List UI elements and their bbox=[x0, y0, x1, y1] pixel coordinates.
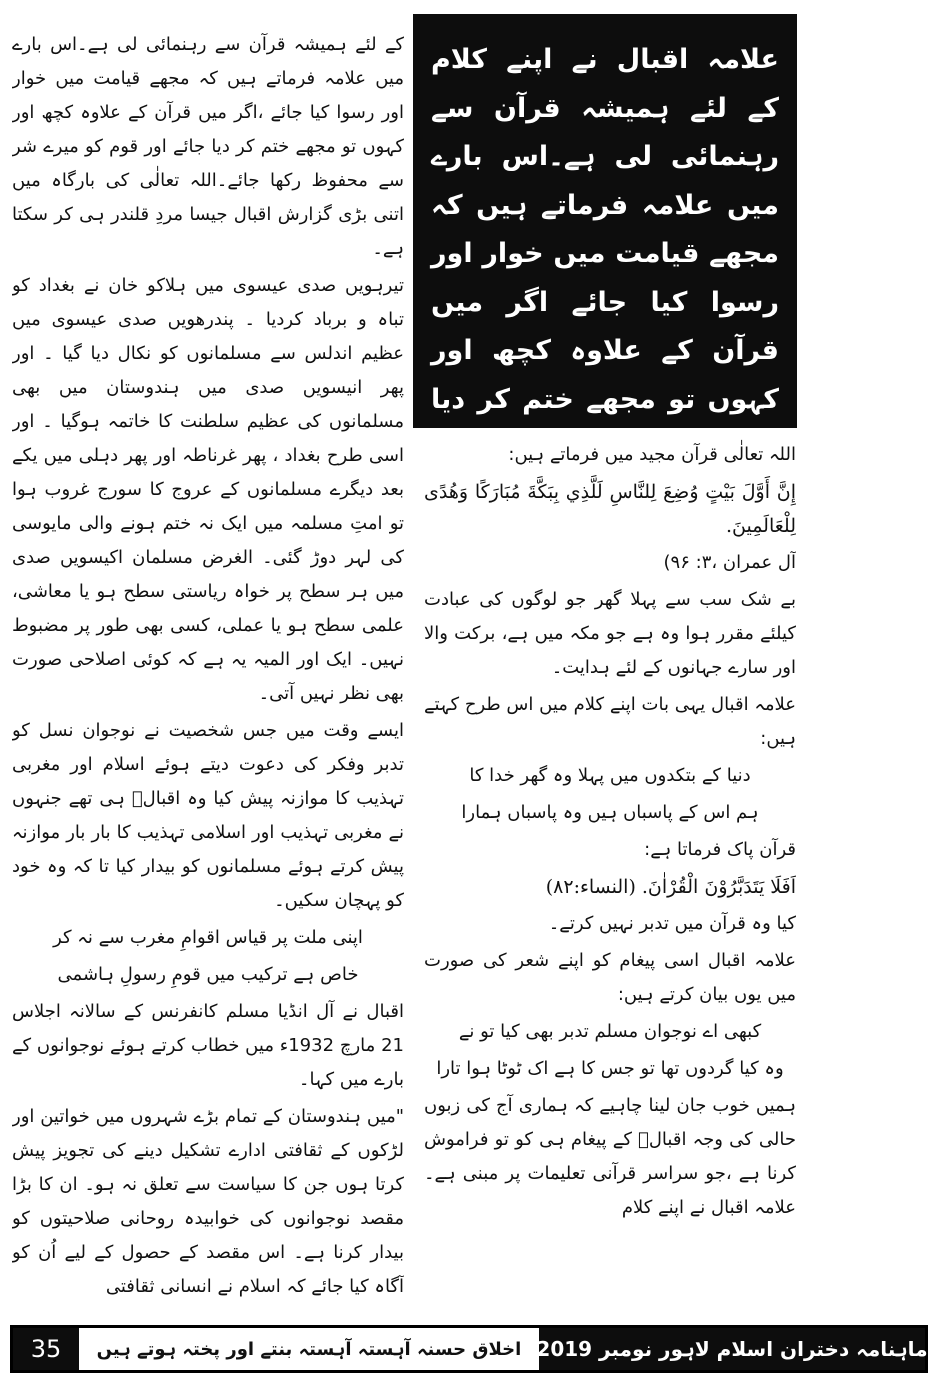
left-column bbox=[12, 28, 404, 1298]
pull-quote-box bbox=[413, 14, 797, 428]
verse-intro: اللہ تعالٰی قرآن مجید میں فرماتے ہیں: bbox=[508, 444, 796, 465]
couplet-line: خاص ہے ترکیب میں قومِ رسولِ ہاشمی bbox=[57, 964, 359, 985]
footer-title: اخلاق حسنہ آہستہ آہستہ بنتے اور پختہ ہوتے ہیں bbox=[96, 1338, 522, 1360]
quran-says: قرآن پاک فرماتا ہے: bbox=[644, 839, 796, 860]
closing-paragraph: ہمیں خوب جان لینا چاہیے کہ ہماری آج کی زبوں حالی کی وجہ اقبالؒ کے پیغام ہی کو تو فراموش کرنا ہے ،جو سراسر قرآنی تعلیمات پر مبنی ہے۔ علامہ اقبال نے اپنے کلام bbox=[424, 1095, 796, 1218]
paragraph: تیرہویں صدی عیسوی میں ہلاکو خان نے بغداد کو تباہ و برباد کردیا ۔ پندرھویں صدی عیسوی میں عظیم اندلس سے مسلمانوں کو نکال دیا گیا ۔ اور پھر انیسویں صدی میں ہندوستان میں بھی مسلمانوں کی عظیم سلطنت کا خاتمہ ہوگیا ۔ اور اسی طرح بغداد ، پھر غرناطہ اور پھر دہلی میں یکے بعد دیگرے مسلمانوں کے عروج کا سورج غروب ہوا تو امتِ مسلمہ میں ایک نہ ختم ہونے والی مایوسی کی لہر دوڑ گئی۔ الغرض مسلمان اکیسویں صدی میں ہر سطح پر خواہ ریاستی سطح ہو یا معاشی، علمی سطح ہو یا عملی، کسی بھی طور پر مضبوط نہیں۔ ایک اور المیہ یہ ہے کہ کوئی اصلاحی صورت بھی نظر نہیں آتی۔ bbox=[12, 275, 404, 704]
quran-verse-2: اَفَلَا یَتَدَبَّرُوْنَ الْقُرْاٰنَ. (النساء:۸۲) bbox=[545, 876, 796, 898]
verse-reference: آل عمران ،۳: ۹۶) bbox=[663, 552, 796, 573]
couplet-line: وہ کیا گردوں تھا تو جس کا ہے اک ٹوٹا ہوا تارا bbox=[436, 1058, 784, 1079]
iqbal-intro: علامہ اقبال یہی بات اپنے کلام میں اس طرح کہتے ہیں: bbox=[424, 694, 796, 749]
iqbal-intro-2: علامہ اقبال اسی پیغام کو اپنے شعر کی صورت میں یوں بیان کرتے ہیں: bbox=[424, 950, 796, 1005]
couplet-line: اپنی ملت پر قیاس اقوامِ مغرب سے نہ کر bbox=[53, 927, 363, 948]
page-number: 35 bbox=[13, 1328, 79, 1370]
paragraph: "میں ہندوستان کے تمام بڑے شہروں میں خواتین اور لڑکوں کے ثقافتی ادارے تشکیل دینے کی تجویز پیش کرتا ہوں جن کا سیاست سے تعلق نہ ہو۔ ان کا بڑا مقصد نوجوانوں کی خوابیدہ روحانی صلاحیتوں کو بیدار کرنا ہے۔ اس مقصد کے حصول کے لیے اُن کو آگاہ کیا جائے کہ اسلام نے انسانی ثقافتی bbox=[12, 1106, 404, 1297]
paragraph: اقبال نے آل انڈیا مسلم کانفرنس کے سالانہ اجلاس 21 مارچ 1932ء میں خطاب کرتے ہوئے نوجوانوں کے بارے میں کہا۔ bbox=[12, 1001, 404, 1090]
quran-verse: إِنَّ أَوَّلَ بَيْتٍ وُضِعَ لِلنَّاسِ لَلَّذِي بِبَكَّةَ مُبَارَكًا وَهُدًى لِلْعَالَمِينَ. bbox=[424, 481, 796, 537]
magazine-name: ماہنامہ دختران اسلام لاہور نومبر 2019 bbox=[539, 1328, 925, 1370]
couplet-line: ہم اس کے پاسباں ہیں وہ پاسباں ہمارا bbox=[461, 802, 759, 823]
paragraph: کے لئے ہمیشہ قرآن سے رہنمائی لی ہے۔اس بارے میں علامہ فرماتے ہیں کہ مجھے قیامت میں خوار اور رسوا کیا جائے ،اگر میں قرآن کے علاوہ کچھ اور کہوں تو مجھے ختم کر دیا جائے اور قوم کو میرے شر سے محفوظ رکھا جائے۔اللہ تعالٰی کی بارگاہ میں اتنی بڑی گزارش اقبال جیسا مردِ قلندر ہی کر سکتا ہے۔ bbox=[12, 34, 404, 259]
verse-translation: بے شک سب سے پہلا گھر جو لوگوں کی عبادت کیلئے مقرر ہوا وہ ہے جو مکہ میں ہے، برکت والا اور سارے جہانوں کے لئے ہدایت۔ bbox=[424, 589, 796, 678]
right-column bbox=[424, 438, 796, 1298]
couplet-line: کبھی اے نوجوان مسلم تدبر بھی کیا تو نے bbox=[458, 1021, 762, 1042]
couplet-line: دنیا کے بتکدوں میں پہلا وہ گھر خدا کا bbox=[469, 765, 751, 786]
verse-2-translation: کیا وہ قرآن میں تدبر نہیں کرتے۔ bbox=[548, 913, 796, 934]
page-footer bbox=[10, 1325, 928, 1373]
pull-quote-text: علامہ اقبال نے اپنے کلام کے لئے ہمیشہ قرآن سے رہنمائی لی ہے۔اس بارے میں علامہ فرماتے ہیں کہ مجھے قیامت میں خوار اور رسوا کیا جائے اگر میں قرآن کے علاوہ کچھ اور کہوں تو مجھے ختم کر دیا bbox=[431, 44, 779, 415]
paragraph: ایسے وقت میں جس شخصیت نے نوجوان نسل کو تدبر وفکر کی دعوت دیتے ہوئے اسلام اور مغربی تہذیب کا موازنہ پیش کیا وہ اقبالؒ ہی تھے جنہوں نے مغربی تہذیب اور اسلامی تہذیب کا بار بار موازنہ پیش کرتے ہوئے مسلمانوں کو بیدار کیا تا کہ وہ خود کو پہچان سکیں۔ bbox=[12, 720, 404, 911]
